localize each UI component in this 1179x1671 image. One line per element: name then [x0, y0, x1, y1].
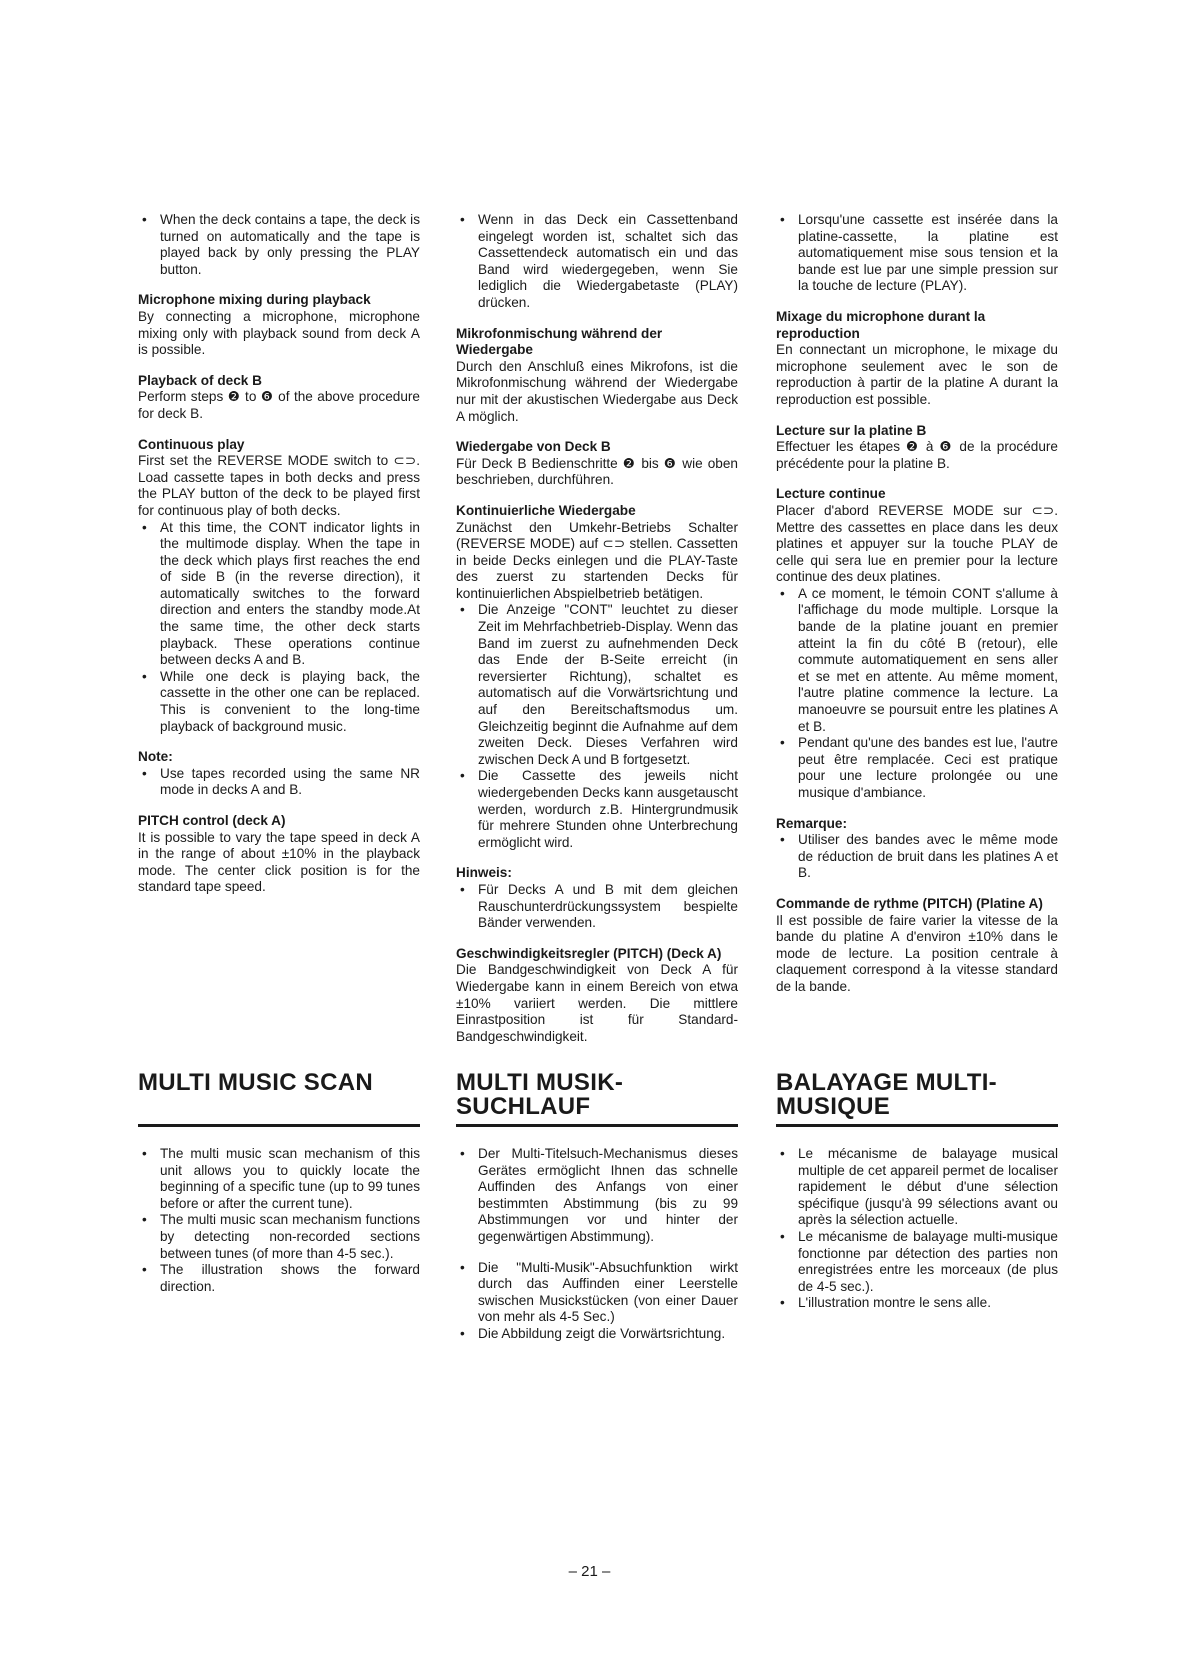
- section-body: Perform steps ❷ to ❻ of the above procedure for deck B.: [138, 389, 420, 421]
- section-body: First set the REVERSE MODE switch to ⊂⊃. Load cassette tapes in both decks and press the PLAY button of the deck to be played first for continuous play of both decks.: [138, 453, 420, 518]
- title-rule: [138, 1124, 420, 1127]
- section-heading: Lecture continue: [776, 486, 886, 502]
- intro-item: • Wenn in das Deck ein Cassettenband eingelegt worden ist, schaltet sich das Cassettendeck automatisch ein und das Band wird wiedergegeben, wenn Sie lediglich die Wiedergabetaste (PLAY) drücken.: [478, 212, 738, 312]
- section-heading: Playback of deck B: [138, 372, 262, 388]
- section-title-english: [138, 1071, 373, 1095]
- section-heading: PITCH control (deck A): [138, 813, 286, 828]
- list-item: • Die Cassette des jeweils nicht wiedergebenden Decks kann ausgetauscht werden, wordurch z.B. Hintergrundmusik für mehrere Stunden ohne Unterbrechung ermöglicht wird.: [478, 768, 738, 851]
- list-item: • L'illustration montre le sens alle.: [798, 1295, 1058, 1312]
- section-body: Zunächst den Umkehr-Betriebs Schalter (REVERSE MODE) auf ⊂⊃ stellen. Cassetten in beide Decks einlegen und die PLAY-Taste des zuerst zu startenden Decks für kontinuierlichen Abspielbetrieb betätigen.: [456, 519, 738, 601]
- intro-item: • When the deck contains a tape, the deck is turned on automatically and the tape is played back by only pressing the PLAY button.: [160, 212, 420, 278]
- note-list: [456, 882, 738, 932]
- section-heading: Lecture sur la platine B: [776, 422, 927, 438]
- bullet-list: [456, 1146, 738, 1343]
- title-rule: [776, 1124, 1058, 1127]
- list-item: • Die Anzeige "CONT" leuchtet zu dieser Zeit im Mehrfachbetrieb-Display. Wenn das Band im zuerst zu aufnehmenden Deck das Ende der B-Seite erreicht (in reversierter Richtung), schaltet es automatisch auf die Vorwärtsrichtung und auf den Bereitschaftsmodus um. Gleichzeitig beginnt die Aufnahme auf dem zweiten Deck. Dieses Verfahren wird zwischen Deck A und B fortgesetzt.: [478, 602, 738, 768]
- intro-item: • Lorsqu'une cassette est insérée dans la platine-cassette, la platine est automatiquement mise sous tension et la bande est lue par une simple pression sur la touche de lecture (PLAY).: [798, 212, 1058, 295]
- intro-list: [138, 212, 420, 278]
- section-title: MULTI MUSIC SCAN: [138, 1069, 374, 1096]
- section-body: Effectuer les étapes ❷ à ❻ de la procédure précédente pour la platine B.: [776, 439, 1058, 471]
- section-heading: Mikrofonmischung während der Wiedergabe: [456, 325, 663, 358]
- intro-list: [456, 212, 738, 312]
- list-item: • The multi music scan mechanism functions by detecting non-recorded sections between tunes (of more than 4-5 sec.).: [160, 1212, 420, 1262]
- title-rule: [456, 1124, 738, 1127]
- column-german: [456, 212, 738, 1045]
- list-item: • The illustration shows the forward direction.: [160, 1262, 420, 1295]
- bullet-list: [456, 602, 738, 851]
- page-number: – 21 –: [568, 1563, 611, 1580]
- list-item: • At this time, the CONT indicator lights in the multimode display. When the tape in the deck which plays first reaches the end of side B (in the reverse direction), it automatically switches to the forward direction and enters the standby mode.At the same time, the other deck starts playback. These operations continue between decks A and B.: [160, 520, 420, 669]
- list-item: • Utiliser des bandes avec le même mode de réduction de bruit dans les platines A et B.: [798, 832, 1058, 882]
- column-english: [138, 212, 420, 896]
- section-heading: Geschwindigkeitsregler (PITCH) (Deck A): [456, 945, 722, 961]
- bullet-list: [138, 1146, 420, 1295]
- section-heading: Commande de rythme (PITCH) (Platine A): [776, 895, 1043, 911]
- section-body: It is possible to vary the tape speed in deck A in the range of about ±10% in the playback mode. The center click position is for the standard tape speed.: [138, 829, 420, 895]
- section-body: Durch den Anschluß eines Mikrofons, ist die Mikrofonmischung während der Wiedergabe nur mit der akustischen Wiedergabe aus Deck A möglich.: [456, 358, 738, 424]
- list-item: • Use tapes recorded using the same NR mode in decks A and B.: [160, 766, 420, 799]
- section-heading: Wiedergabe von Deck B: [456, 439, 611, 455]
- list-item: • The multi music scan mechanism of this unit allows you to quickly locate the beginning of a specific tune (up to 99 tunes before or after the current tune).: [160, 1146, 420, 1212]
- section-body: Für Deck B Bedienschritte ❷ bis ❻ wie oben beschrieben, durchführen.: [456, 455, 738, 488]
- column-french: [776, 212, 1058, 996]
- section-title-line1: MULTI MUSIK-: [456, 1069, 624, 1096]
- bullet-list: [138, 520, 420, 736]
- section-heading: Mixage du microphone durant la reproduction: [776, 308, 986, 341]
- section-body: Il est possible de faire varier la vitesse de la bande du platine A d'environ ±10% dans le mode de lecture. La position centrale à claquement correspond à la vitesse standard de la bande.: [776, 912, 1058, 994]
- section-title-line2: SUCHLAUF: [456, 1093, 591, 1120]
- list-item: • A ce moment, le témoin CONT s'allume à l'affichage du mode multiple. Lorsque la bande de la platine jouant en premier atteint la fin du côté B (retour), elle commute automatiquement en sens aller et se met en attente. Au même moment, l'autre platine commence la lecture. La manoeuvre se poursuit entre les platines A et B.: [798, 586, 1058, 735]
- section-heading: Kontinuierliche Wiedergabe: [456, 502, 636, 518]
- note-list: [138, 766, 420, 799]
- section-body: Placer d'abord REVERSE MODE sur ⊂⊃. Mettre des cassettes en place dans les deux platines et appuyer sur la touche PLAY de celle qui sera lue en premier pour la lecture continue des deux platines.: [776, 502, 1058, 585]
- note-heading: Hinweis:: [456, 865, 512, 881]
- section-body: Die Bandgeschwindigkeit von Deck A für Wiedergabe kann in einem Bereich von etwa ±10% variiert werden. Die mittlere Einrastposition ist für Standard-Bandgeschwindigkeit.: [456, 962, 738, 1044]
- note-list: [776, 832, 1058, 882]
- section-heading: Microphone mixing during playback: [138, 292, 371, 308]
- section-title-line2: MUSIQUE: [776, 1093, 891, 1120]
- list-item: • Pendant qu'une des bandes est lue, l'autre peut être remplacée. Ceci est pratique pour une lecture prolongée ou une musique d'ambiance.: [798, 735, 1058, 801]
- list-item: • Le mécanisme de balayage multi-musique fonctionne par détection des parties non enregistrées entre les morceaux (de plus de 4-5 sec.).: [798, 1229, 1058, 1295]
- scan-column-german: [456, 1146, 738, 1343]
- section-body: By connecting a microphone, microphone mixing only with playback sound from deck A is possible.: [138, 308, 420, 358]
- bullet-list: [776, 586, 1058, 802]
- list-item: • Die Abbildung zeigt die Vorwärtsrichtung.: [478, 1326, 738, 1343]
- list-item: • Für Decks A und B mit dem gleichen Rauschunterdrückungssystem bespielte Bänder verwenden.: [478, 882, 738, 932]
- section-heading: Continuous play: [138, 436, 245, 452]
- bullet-list: [776, 1146, 1058, 1312]
- section-title-german: [456, 1071, 623, 1119]
- section-title-french: [776, 1071, 997, 1119]
- intro-list: [776, 212, 1058, 295]
- list-item: • Le mécanisme de balayage musical multiple de cet appareil permet de localiser rapidement le début d'une sélection spécifique (jusqu'à 99 sélections avant ou après la sélection actuelle.: [798, 1146, 1058, 1229]
- section-title-line1: BALAYAGE MULTI-: [776, 1069, 997, 1096]
- list-item: • Die "Multi-Musik"-Absuchfunktion wirkt durch das Auffinden einer Leerstelle swischen Musickstücken (von einer Dauer von mehr als 4-5 Sec.): [478, 1260, 738, 1326]
- list-item: • While one deck is playing back, the cassette in the other one can be replaced. This is convenient to the long-time playback of background music.: [160, 669, 420, 735]
- note-heading: Note:: [138, 749, 173, 765]
- section-body: En connectant un microphone, le mixage du microphone seulement avec le son de reproduction à partir de la platine A durant la reproduction est possible.: [776, 342, 1058, 407]
- scan-column-english: [138, 1146, 420, 1295]
- scan-column-french: [776, 1146, 1058, 1312]
- list-item: • Der Multi-Titelsuch-Mechanismus dieses Gerätes ermöglicht Ihnen das schnelle Auffinden des Anfangs von einer bestimmten Abstimmung (bis zu 99 Abstimmungen vor und hinter der gegenwärtigen Abstimmung).: [478, 1146, 738, 1246]
- note-heading: Remarque:: [776, 815, 848, 831]
